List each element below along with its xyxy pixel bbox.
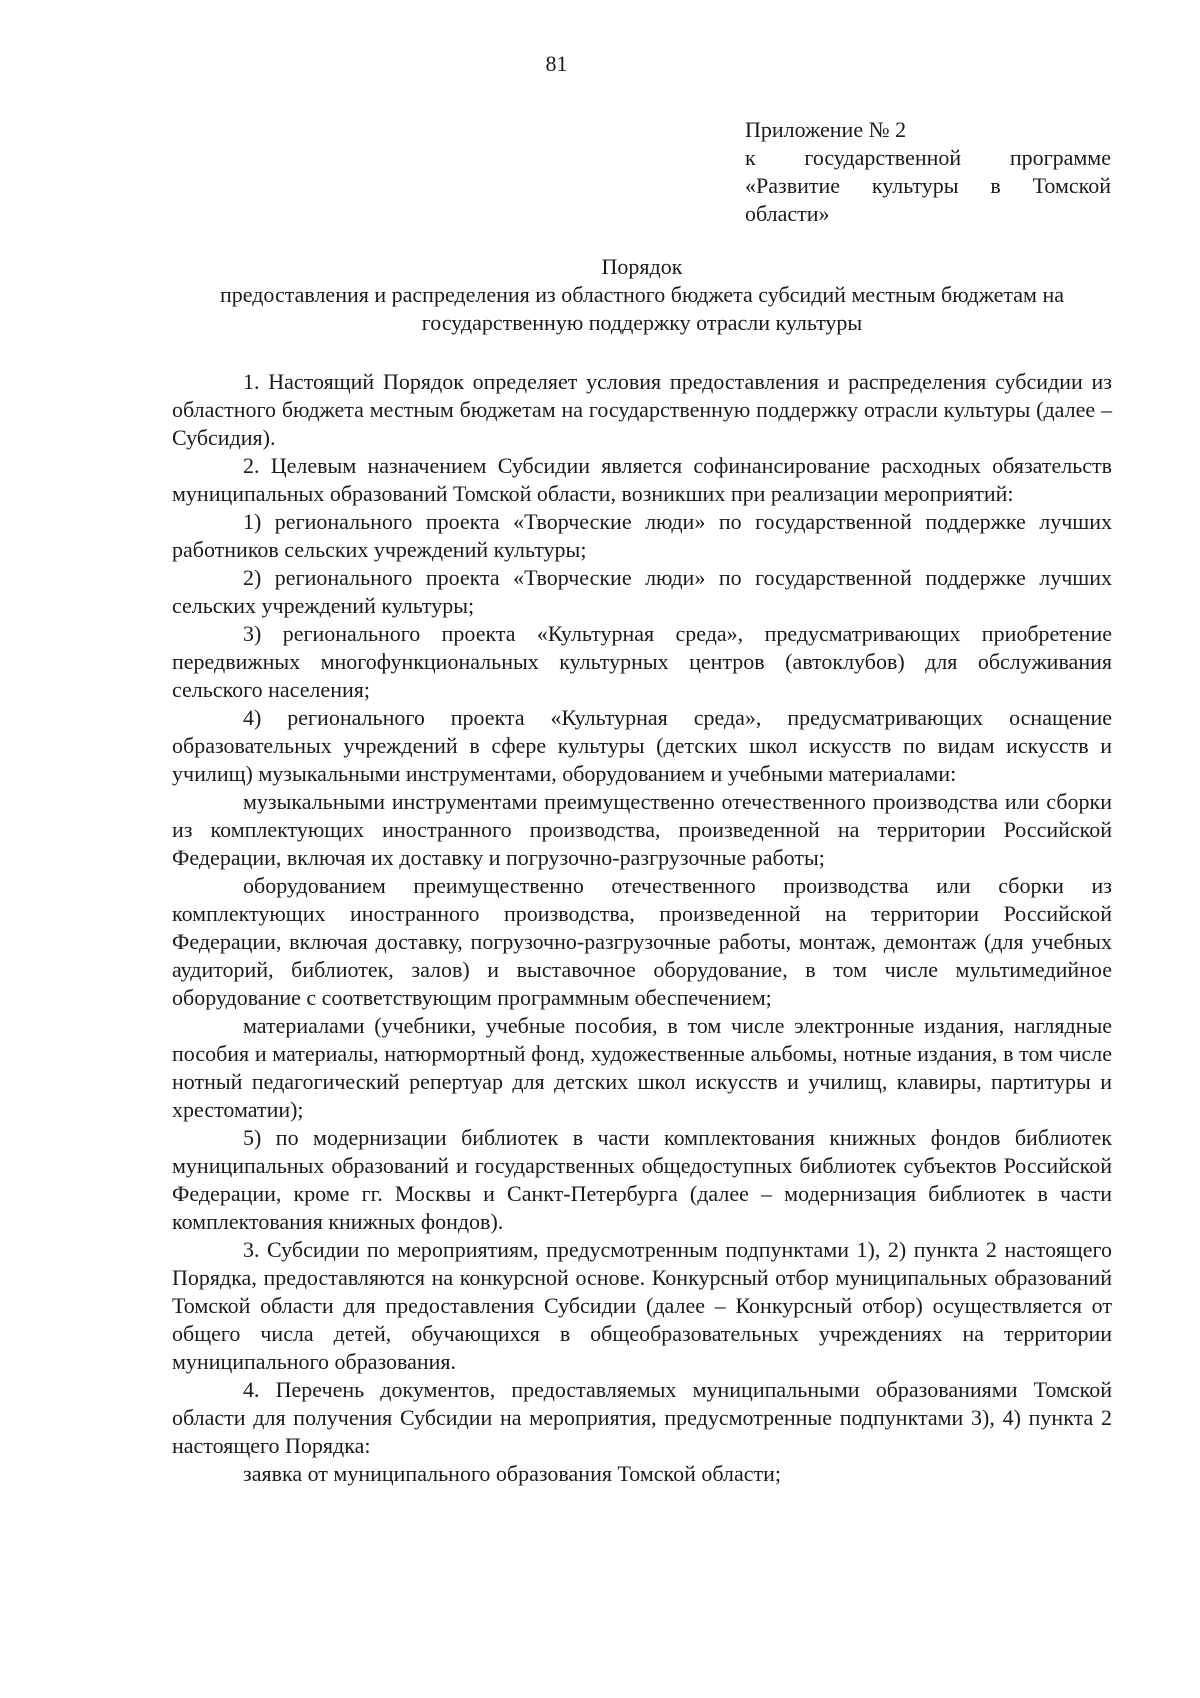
- paragraph: 5) по модернизации библиотек в части комплектования книжных фондов библиотек муниципальных образований и государственных общедоступных библиотек субъектов Российской Федерации, кроме гг. Москвы и Санкт-Петербурга (далее – модернизация библиотек в части комплектования книжных фондов).: [172, 1125, 1112, 1234]
- appendix-program-reference: к государственной программе «Развитие культуры в Томской области»: [745, 145, 1111, 226]
- paragraph: 4. Перечень документов, предоставляемых муниципальными образованиями Томской области для получения Субсидии на мероприятия, предусмотренные подпунктами 3), 4) пункта 2 настоящего Порядка:: [172, 1377, 1112, 1458]
- paragraph: 2. Целевым назначением Субсидии является софинансирование расходных обязательств муниципальных образований Томской области, возникших при реализации мероприятий:: [172, 453, 1112, 506]
- document-title: Порядок: [601, 254, 683, 279]
- paragraph: 1) регионального проекта «Творческие люди» по государственной поддержке лучших работников сельских учреждений культуры;: [172, 509, 1112, 562]
- document-heading: [172, 253, 1112, 337]
- paragraph: 3. Субсидии по мероприятиям, предусмотренным подпунктами 1), 2) пункта 2 настоящего Порядка, предоставляются на конкурсной основе. Конкурсный отбор муниципальных образований Томской области для предоставления Субсидии (далее – Конкурсный отбор) осуществляется от общего числа детей, обучающихся в общеобразовательных учреждениях на территории муниципального образования.: [172, 1237, 1112, 1374]
- paragraph: 2) регионального проекта «Творческие люди» по государственной поддержке лучших сельских учреждений культуры;: [172, 565, 1112, 618]
- page-number: 81: [545, 51, 568, 76]
- paragraph: музыкальными инструментами преимущественно отечественного производства или сборки из комплектующих иностранного производства, произведенной на территории Российской Федерации, включая их доставку и погрузочно-разгрузочные работы;: [172, 789, 1112, 870]
- paragraph: материалами (учебники, учебные пособия, в том числе электронные издания, наглядные пособия и материалы, натюрмортный фонд, художественные альбомы, нотные издания, в том числе нотный педагогический репертуар для детских школ искусств и училищ, клавиры, партитуры и хрестоматии);: [172, 1013, 1112, 1122]
- paragraph: 3) регионального проекта «Культурная среда», предусматривающих приобретение передвижных многофункциональных культурных центров (автоклубов) для обслуживания сельского населения;: [172, 621, 1112, 702]
- paragraph: 4) регионального проекта «Культурная среда», предусматривающих оснащение образовательных учреждений в сфере культуры (детских школ искусств по видам искусств и училищ) музыкальными инструментами, оборудованием и учебными материалами:: [172, 705, 1112, 786]
- appendix-number: Приложение № 2: [745, 117, 907, 142]
- paragraph: оборудованием преимущественно отечественного производства или сборки из комплектующих иностранного производства, произведенной на территории Российской Федерации, включая доставку, погрузочно-разгрузочные работы, монтаж, демонтаж (для учебных аудиторий, библиотек, залов) и выставочное оборудование, в том числе мультимедийное оборудование с соответствующим программным обеспечением;: [172, 873, 1112, 1010]
- document-body: [172, 368, 1112, 1488]
- paragraph: заявка от муниципального образования Томской области;: [243, 1461, 782, 1486]
- appendix-header: [745, 116, 1111, 228]
- document-subtitle: предоставления и распределения из областного бюджета субсидий местным бюджетам на государственную поддержку отрасли культуры: [219, 282, 1065, 335]
- paragraph: 1. Настоящий Порядок определяет условия предоставления и распределения субсидии из областного бюджета местным бюджетам на государственную поддержку отрасли культуры (далее – Субсидия).: [172, 369, 1112, 450]
